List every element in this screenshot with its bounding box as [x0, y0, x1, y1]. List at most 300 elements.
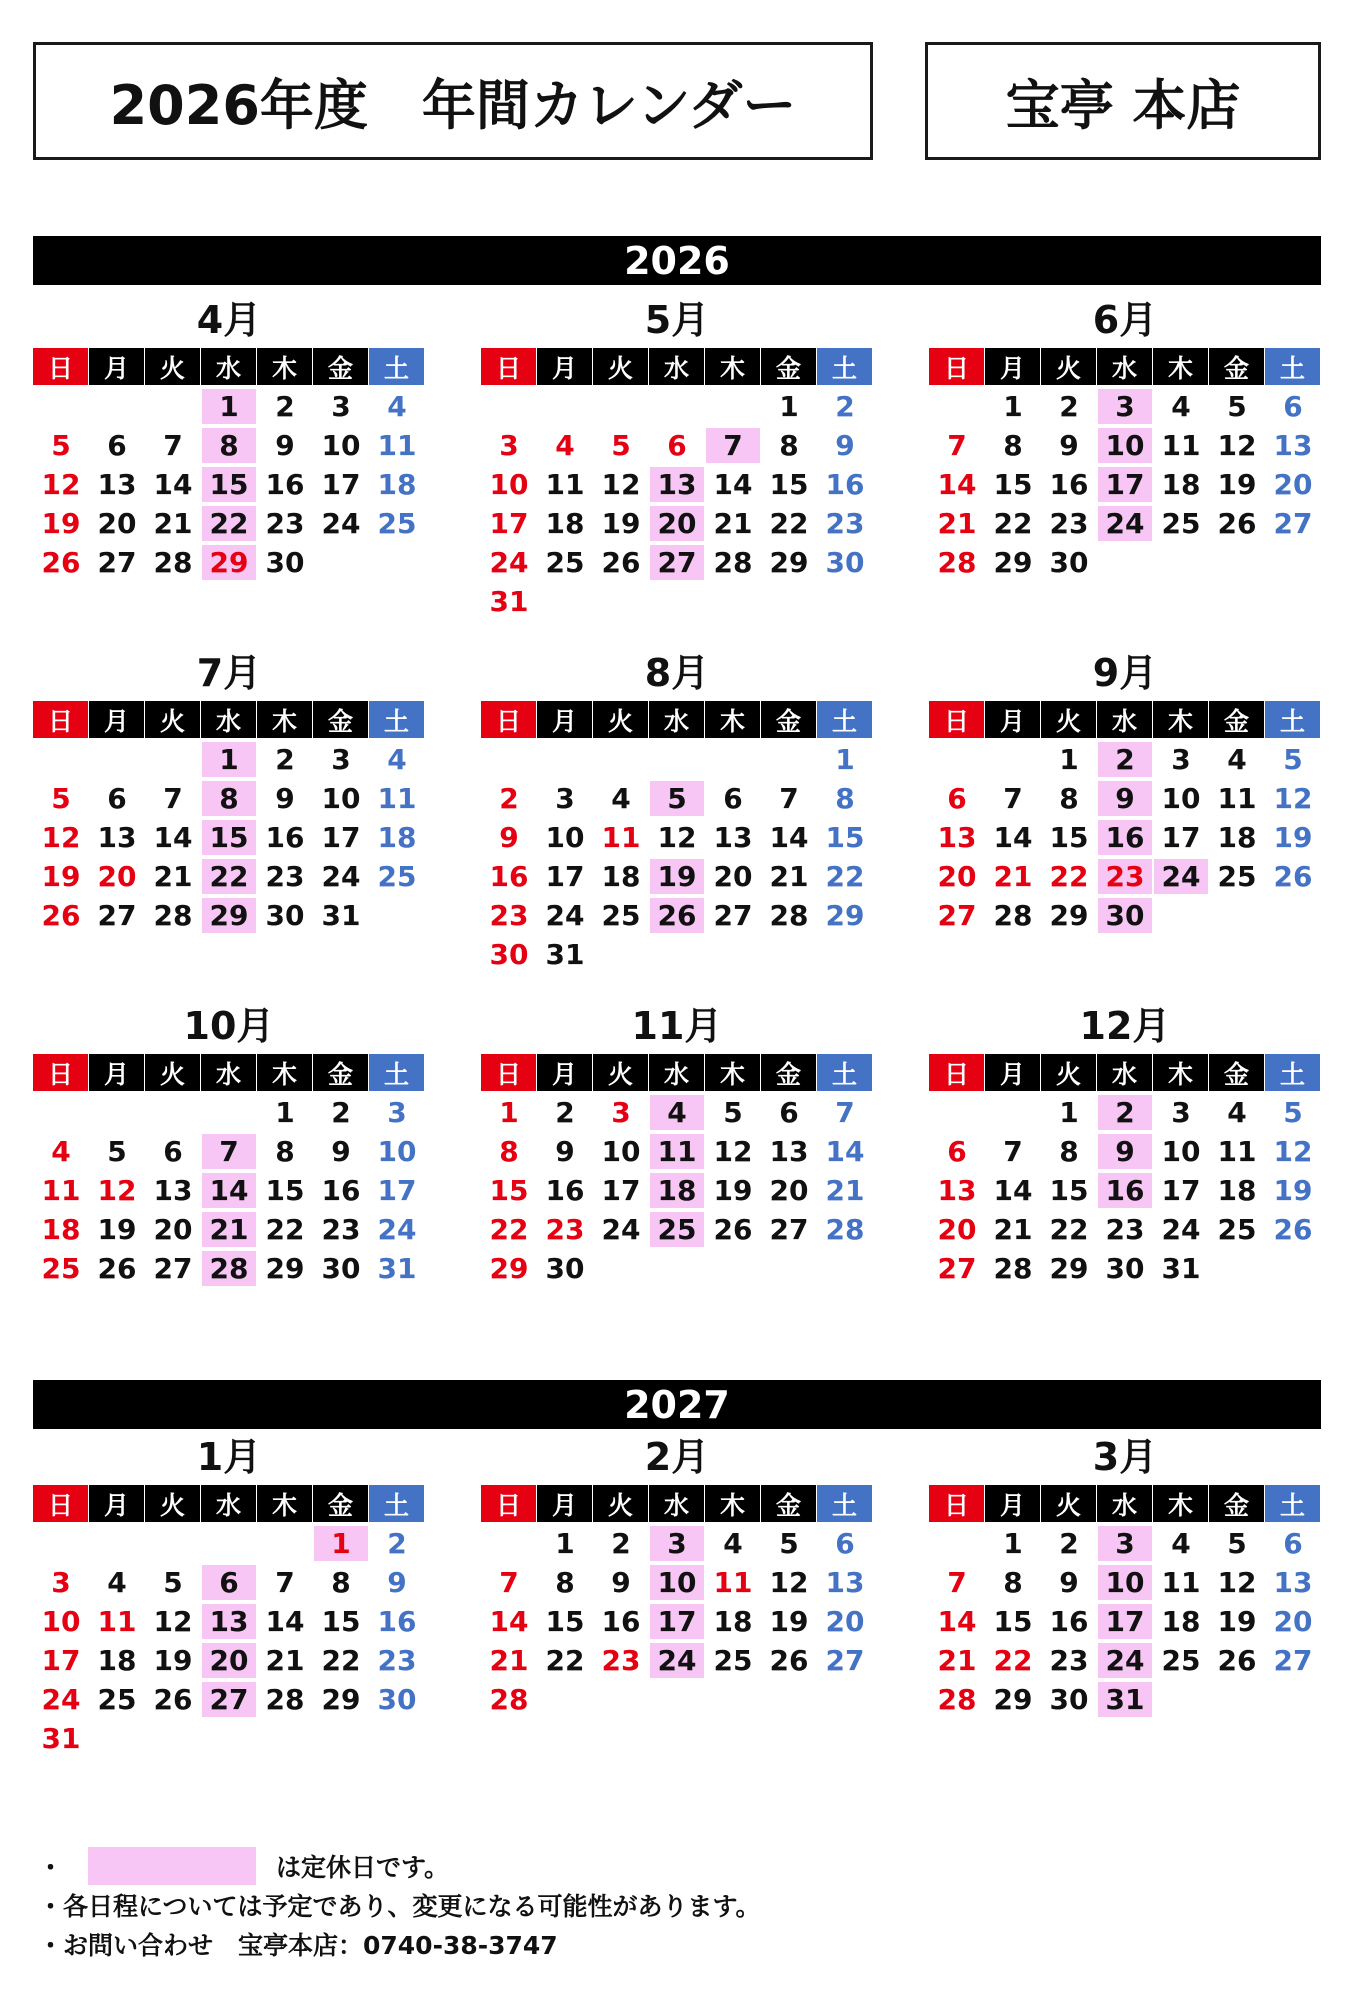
month-name: 1月 [196, 1435, 262, 1479]
day-cell: 4 [723, 1527, 743, 1560]
weekday-label: 金 [761, 348, 817, 385]
day-cell: 8 [1003, 1566, 1023, 1599]
day-cell: 3 [650, 1526, 704, 1561]
day-cell: 10 [601, 1135, 641, 1168]
day-cell: 20 [937, 860, 977, 893]
weekday-label: 土 [1265, 348, 1321, 385]
day-cell: 19 [153, 1644, 193, 1677]
day-grid [929, 1524, 1321, 1719]
day-cell: 6 [723, 782, 743, 815]
day-cell: 11 [1161, 1566, 1201, 1599]
day-cell: 14 [937, 468, 977, 501]
month-calendar [929, 653, 1321, 935]
day-cell: 6 [107, 429, 127, 462]
day-cell: 27 [937, 899, 977, 932]
weekday-label: 月 [89, 348, 145, 385]
day-cell: 9 [275, 782, 295, 815]
weekday-header [481, 701, 873, 738]
weekday-label: 日 [481, 1485, 537, 1522]
weekday-label: 水 [201, 701, 257, 738]
day-cell: 3 [331, 390, 351, 423]
day-cell: 19 [713, 1174, 753, 1207]
day-cell: 15 [202, 820, 256, 855]
day-cell: 22 [265, 1213, 305, 1246]
day-cell: 7 [706, 428, 760, 463]
day-cell: 12 [1217, 429, 1257, 462]
day-cell: 22 [769, 507, 809, 540]
day-cell: 1 [275, 1096, 295, 1129]
day-cell: 5 [163, 1566, 183, 1599]
month-calendar [481, 300, 873, 621]
empty-cell [89, 1093, 145, 1132]
day-cell: 22 [545, 1644, 585, 1677]
weekday-label: 水 [201, 348, 257, 385]
day-cell: 4 [650, 1095, 704, 1130]
day-cell: 15 [202, 467, 256, 502]
day-cell: 19 [769, 1605, 809, 1638]
weekday-label: 水 [649, 348, 705, 385]
weekday-label: 月 [537, 701, 593, 738]
day-cell: 18 [1161, 468, 1201, 501]
day-cell: 16 [321, 1174, 361, 1207]
day-cell: 4 [1171, 390, 1191, 423]
day-cell: 14 [937, 1605, 977, 1638]
day-cell: 23 [321, 1213, 361, 1246]
day-cell: 7 [202, 1134, 256, 1169]
day-cell: 20 [713, 860, 753, 893]
day-cell: 12 [601, 468, 641, 501]
day-cell: 18 [97, 1644, 137, 1677]
day-cell: 19 [1217, 468, 1257, 501]
day-cell: 28 [202, 1251, 256, 1286]
day-cell: 14 [825, 1135, 865, 1168]
day-grid [929, 387, 1321, 582]
day-cell: 18 [650, 1173, 704, 1208]
day-cell: 8 [202, 428, 256, 463]
day-cell: 20 [937, 1213, 977, 1246]
weekday-label: 月 [985, 701, 1041, 738]
weekday-label: 火 [593, 1054, 649, 1091]
weekday-label: 水 [649, 1485, 705, 1522]
day-cell: 9 [611, 1566, 631, 1599]
calendar-title-text: 2026年度 年間カレンダー [109, 73, 797, 137]
contact-note: ・お問い合わせ 宝亭本店：0740-38-3747 [38, 1930, 558, 1960]
day-cell: 26 [97, 1252, 137, 1285]
schedule-note: ・各日程については予定であり、変更になる可能性があります。 [38, 1891, 761, 1921]
day-cell: 7 [163, 429, 183, 462]
day-cell: 10 [489, 468, 529, 501]
weekday-label: 日 [929, 348, 985, 385]
day-cell: 16 [377, 1605, 417, 1638]
day-cell: 6 [835, 1527, 855, 1560]
weekday-label: 木 [257, 348, 313, 385]
month-calendar [33, 1437, 425, 1758]
weekday-label: 月 [537, 348, 593, 385]
day-cell: 6 [947, 1135, 967, 1168]
day-cell: 20 [97, 860, 137, 893]
day-cell: 12 [153, 1605, 193, 1638]
day-cell: 29 [489, 1252, 529, 1285]
day-cell: 12 [1217, 1566, 1257, 1599]
weekday-label: 水 [1097, 348, 1153, 385]
day-cell: 14 [202, 1173, 256, 1208]
day-cell: 22 [993, 1644, 1033, 1677]
day-cell: 22 [993, 507, 1033, 540]
day-cell: 5 [1283, 743, 1303, 776]
day-cell: 21 [153, 860, 193, 893]
day-cell: 24 [321, 860, 361, 893]
day-cell: 24 [1098, 506, 1152, 541]
day-cell: 19 [1217, 1605, 1257, 1638]
day-cell: 4 [1227, 743, 1247, 776]
day-cell: 9 [1059, 429, 1079, 462]
day-cell: 4 [107, 1566, 127, 1599]
day-cell: 19 [601, 507, 641, 540]
day-cell: 4 [1171, 1527, 1191, 1560]
day-cell: 24 [377, 1213, 417, 1246]
day-cell: 28 [993, 899, 1033, 932]
day-cell: 7 [163, 782, 183, 815]
day-cell: 16 [489, 860, 529, 893]
day-cell: 26 [650, 898, 704, 933]
day-cell: 18 [713, 1605, 753, 1638]
day-cell: 20 [153, 1213, 193, 1246]
day-cell: 26 [41, 546, 81, 579]
day-cell: 8 [499, 1135, 519, 1168]
month-name: 6月 [1092, 298, 1158, 342]
day-cell: 16 [601, 1605, 641, 1638]
day-cell: 3 [1171, 743, 1191, 776]
day-cell: 12 [1273, 1135, 1313, 1168]
day-cell: 15 [825, 821, 865, 854]
month-name: 7月 [196, 651, 262, 695]
day-cell: 17 [650, 1604, 704, 1639]
day-cell: 13 [202, 1604, 256, 1639]
day-cell: 13 [97, 821, 137, 854]
day-cell: 10 [1098, 1565, 1152, 1600]
day-cell: 3 [51, 1566, 71, 1599]
weekday-label: 木 [1153, 701, 1209, 738]
day-cell: 31 [321, 899, 361, 932]
weekday-label: 火 [1041, 348, 1097, 385]
day-cell: 28 [153, 899, 193, 932]
weekday-label: 金 [313, 701, 369, 738]
weekday-label: 金 [761, 701, 817, 738]
day-cell: 21 [713, 507, 753, 540]
day-cell: 18 [1161, 1605, 1201, 1638]
month-name: 11月 [631, 1004, 723, 1048]
day-cell: 18 [377, 821, 417, 854]
day-cell: 29 [202, 545, 256, 580]
day-cell: 23 [545, 1213, 585, 1246]
weekday-label: 土 [817, 1054, 873, 1091]
day-cell: 9 [835, 429, 855, 462]
day-grid [481, 740, 873, 974]
month-name: 12月 [1079, 1004, 1171, 1048]
day-cell: 13 [937, 1174, 977, 1207]
day-cell: 31 [1161, 1252, 1201, 1285]
day-cell: 31 [1098, 1682, 1152, 1717]
day-cell: 14 [153, 468, 193, 501]
weekday-label: 木 [257, 701, 313, 738]
weekday-label: 土 [1265, 1485, 1321, 1522]
day-cell: 31 [545, 938, 585, 971]
day-cell: 28 [489, 1683, 529, 1716]
day-cell: 2 [555, 1096, 575, 1129]
weekday-header [929, 701, 1321, 738]
day-cell: 30 [825, 546, 865, 579]
day-cell: 7 [947, 1566, 967, 1599]
weekday-label: 木 [705, 1485, 761, 1522]
day-cell: 8 [275, 1135, 295, 1168]
weekday-label: 日 [481, 701, 537, 738]
day-cell: 27 [153, 1252, 193, 1285]
day-cell: 28 [825, 1213, 865, 1246]
weekday-label: 木 [1153, 1485, 1209, 1522]
day-cell: 22 [1049, 860, 1089, 893]
day-cell: 3 [387, 1096, 407, 1129]
day-cell: 6 [779, 1096, 799, 1129]
day-cell: 11 [377, 429, 417, 462]
empty-cell [593, 740, 649, 779]
day-cell: 9 [499, 821, 519, 854]
day-cell: 27 [97, 899, 137, 932]
day-cell: 29 [1049, 1252, 1089, 1285]
weekday-label: 金 [1209, 1485, 1265, 1522]
empty-cell [481, 1524, 537, 1563]
weekday-label: 土 [1265, 701, 1321, 738]
day-cell: 25 [601, 899, 641, 932]
day-cell: 30 [489, 938, 529, 971]
day-cell: 29 [1049, 899, 1089, 932]
day-cell: 21 [265, 1644, 305, 1677]
day-cell: 6 [202, 1565, 256, 1600]
year-bar-2026 [33, 236, 1321, 285]
weekday-label: 火 [145, 701, 201, 738]
day-cell: 15 [1049, 821, 1089, 854]
day-cell: 24 [1154, 859, 1208, 894]
day-cell: 5 [51, 782, 71, 815]
day-cell: 26 [41, 899, 81, 932]
day-cell: 3 [331, 743, 351, 776]
day-cell: 28 [769, 899, 809, 932]
day-grid [929, 1093, 1321, 1288]
day-cell: 13 [769, 1135, 809, 1168]
weekday-label: 水 [201, 1054, 257, 1091]
day-cell: 5 [779, 1527, 799, 1560]
day-cell: 9 [1059, 1566, 1079, 1599]
day-cell: 18 [1217, 1174, 1257, 1207]
day-cell: 7 [779, 782, 799, 815]
empty-cell [985, 740, 1041, 779]
day-cell: 22 [825, 860, 865, 893]
empty-cell [929, 1093, 985, 1132]
day-cell: 16 [265, 468, 305, 501]
day-cell: 12 [41, 821, 81, 854]
weekday-label: 水 [1097, 1485, 1153, 1522]
weekday-label: 水 [1097, 1054, 1153, 1091]
day-grid [33, 387, 425, 582]
day-grid [481, 1524, 873, 1719]
empty-cell [481, 387, 537, 426]
empty-cell [33, 387, 89, 426]
weekday-header [33, 701, 425, 738]
day-grid [481, 1093, 873, 1288]
day-cell: 1 [202, 742, 256, 777]
weekday-label: 金 [313, 1054, 369, 1091]
day-cell: 23 [825, 507, 865, 540]
month-calendar [929, 1437, 1321, 1719]
day-cell: 14 [993, 821, 1033, 854]
day-cell: 15 [321, 1605, 361, 1638]
weekday-label: 木 [705, 1054, 761, 1091]
weekday-label: 月 [89, 701, 145, 738]
empty-cell [537, 740, 593, 779]
day-cell: 11 [97, 1605, 137, 1638]
day-cell: 22 [202, 859, 256, 894]
empty-cell [145, 1524, 201, 1563]
day-cell: 27 [825, 1644, 865, 1677]
day-cell: 29 [265, 1252, 305, 1285]
day-cell: 18 [545, 507, 585, 540]
day-grid [481, 387, 873, 621]
weekday-label: 月 [985, 1054, 1041, 1091]
day-cell: 16 [545, 1174, 585, 1207]
year-bar-2027 [33, 1380, 1321, 1429]
day-cell: 14 [713, 468, 753, 501]
empty-cell [33, 1093, 89, 1132]
day-cell: 26 [1273, 1213, 1313, 1246]
weekday-label: 火 [145, 348, 201, 385]
day-cell: 17 [1098, 1604, 1152, 1639]
day-cell: 17 [489, 507, 529, 540]
weekday-label: 土 [369, 1054, 425, 1091]
day-cell: 19 [650, 859, 704, 894]
day-cell: 3 [1098, 1526, 1152, 1561]
day-cell: 17 [41, 1644, 81, 1677]
day-cell: 22 [321, 1644, 361, 1677]
day-cell: 30 [1049, 1683, 1089, 1716]
empty-cell [201, 1093, 257, 1132]
day-cell: 28 [937, 1683, 977, 1716]
weekday-label: 金 [761, 1054, 817, 1091]
day-cell: 17 [1161, 1174, 1201, 1207]
weekday-label: 日 [481, 1054, 537, 1091]
day-cell: 8 [1059, 1135, 1079, 1168]
day-cell: 20 [769, 1174, 809, 1207]
day-cell: 25 [1217, 1213, 1257, 1246]
day-cell: 24 [321, 507, 361, 540]
closed-day-swatch [88, 1847, 256, 1885]
day-grid [33, 1524, 425, 1758]
day-cell: 20 [650, 506, 704, 541]
day-cell: 30 [1049, 546, 1089, 579]
month-name: 5月 [644, 298, 710, 342]
closed-legend [38, 1846, 1138, 1885]
day-cell: 1 [555, 1527, 575, 1560]
day-cell: 26 [1273, 860, 1313, 893]
day-cell: 19 [1273, 1174, 1313, 1207]
day-cell: 21 [993, 860, 1033, 893]
weekday-label: 木 [257, 1485, 313, 1522]
weekday-label: 日 [481, 348, 537, 385]
day-cell: 2 [835, 390, 855, 423]
empty-cell [481, 740, 537, 779]
day-cell: 24 [650, 1643, 704, 1678]
day-cell: 10 [650, 1565, 704, 1600]
empty-cell [537, 387, 593, 426]
weekday-label: 土 [817, 1485, 873, 1522]
day-cell: 2 [1098, 742, 1152, 777]
empty-cell [89, 387, 145, 426]
day-cell: 20 [1273, 468, 1313, 501]
day-cell: 22 [489, 1213, 529, 1246]
weekday-label: 土 [369, 701, 425, 738]
day-cell: 9 [387, 1566, 407, 1599]
day-cell: 2 [387, 1527, 407, 1560]
day-cell: 1 [1003, 1527, 1023, 1560]
day-cell: 4 [387, 390, 407, 423]
month-name: 2月 [644, 1435, 710, 1479]
weekday-label: 火 [593, 1485, 649, 1522]
day-cell: 16 [825, 468, 865, 501]
day-cell: 8 [1003, 429, 1023, 462]
empty-cell [145, 1093, 201, 1132]
day-cell: 20 [825, 1605, 865, 1638]
day-cell: 4 [1227, 1096, 1247, 1129]
weekday-label: 月 [89, 1054, 145, 1091]
weekday-label: 火 [145, 1485, 201, 1522]
day-cell: 29 [993, 546, 1033, 579]
day-cell: 5 [51, 429, 71, 462]
month-calendar [929, 300, 1321, 582]
day-cell: 1 [314, 1526, 368, 1561]
weekday-label: 金 [761, 1485, 817, 1522]
empty-cell [929, 1524, 985, 1563]
empty-cell [705, 740, 761, 779]
day-cell: 5 [611, 429, 631, 462]
day-cell: 21 [993, 1213, 1033, 1246]
day-cell: 21 [202, 1212, 256, 1247]
day-cell: 12 [713, 1135, 753, 1168]
day-cell: 28 [265, 1683, 305, 1716]
day-cell: 8 [331, 1566, 351, 1599]
day-cell: 25 [1161, 507, 1201, 540]
day-cell: 8 [1059, 782, 1079, 815]
day-cell: 10 [41, 1605, 81, 1638]
day-cell: 21 [153, 507, 193, 540]
day-cell: 14 [153, 821, 193, 854]
day-cell: 16 [265, 821, 305, 854]
day-cell: 13 [1273, 429, 1313, 462]
day-cell: 2 [1059, 1527, 1079, 1560]
day-cell: 13 [97, 468, 137, 501]
day-cell: 12 [1273, 782, 1313, 815]
day-cell: 24 [545, 899, 585, 932]
empty-cell [145, 740, 201, 779]
month-calendar [481, 1006, 873, 1288]
day-cell: 29 [202, 898, 256, 933]
day-cell: 21 [489, 1644, 529, 1677]
year-label: 2027 [624, 1382, 730, 1427]
weekday-header [481, 348, 873, 385]
day-cell: 13 [937, 821, 977, 854]
day-cell: 27 [769, 1213, 809, 1246]
empty-cell [89, 1524, 145, 1563]
day-cell: 1 [779, 390, 799, 423]
day-cell: 11 [601, 821, 641, 854]
day-cell: 17 [377, 1174, 417, 1207]
